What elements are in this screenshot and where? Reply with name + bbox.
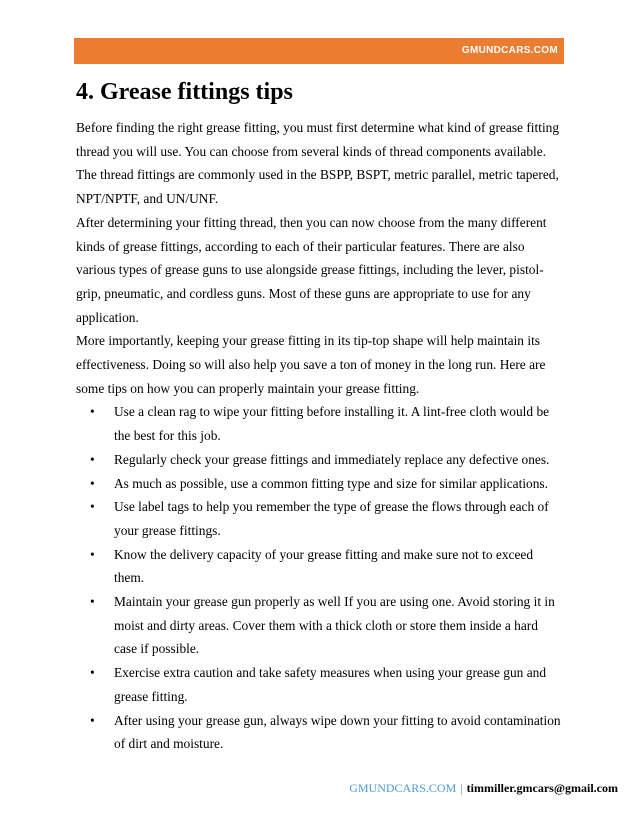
list-item — [76, 709, 566, 756]
tips-list — [76, 400, 566, 756]
bullet-icon: • — [90, 665, 95, 681]
list-item — [76, 448, 566, 472]
list-item — [76, 661, 566, 708]
list-item — [76, 472, 566, 496]
tip-text: Use label tags to help you remember the type of grease the flows through each of your grease fittings. — [114, 499, 549, 538]
paragraph-maintenance: More importantly, keeping your grease fitting in its tip-top shape will help maintain its effectiveness. Doing so will also help you save a ton of money in the long run. Here are some tips on how you can properly maintain your grease fitting. — [76, 333, 546, 396]
header-bar — [74, 38, 564, 64]
footer-separator: | — [460, 781, 463, 795]
page-title: 4. Grease fittings tips — [76, 79, 293, 105]
page-footer — [349, 780, 618, 796]
bullet-icon: • — [90, 499, 95, 515]
tip-text: Regularly check your grease fittings and immediately replace any defective ones. — [114, 451, 550, 467]
tip-text: Know the delivery capacity of your grease fitting and make sure not to exceed them. — [114, 546, 534, 586]
list-item — [76, 495, 566, 542]
list-item — [76, 543, 566, 590]
paragraph-thread: Before finding the right grease fitting, you must first determine what kind of grease fitting thread you will use. You can choose from several kinds of thread components available. The thread fittings are commonly used in the BSPP, BSPT, metric parallel, metric tapered, NPT/NPTF, and UN/UNF. — [76, 120, 560, 207]
bullet-icon: • — [90, 451, 95, 467]
tip-text: After using your grease gun, always wipe down your fitting to avoid contamination of dirt and moisture. — [114, 712, 561, 752]
bullet-icon: • — [90, 594, 95, 610]
bullet-icon: • — [90, 475, 95, 491]
list-item — [76, 590, 566, 661]
footer-brand: GMUNDCARS.COM — [349, 781, 457, 795]
bullet-icon: • — [90, 404, 95, 420]
article-body — [76, 116, 566, 756]
footer-email[interactable]: timmiller.gmcars@gmail.com — [466, 781, 618, 795]
bullet-icon: • — [90, 546, 95, 562]
paragraph-fittings: After determining your fitting thread, then you can now choose from the many different kinds of grease fittings, according to each of their particular features. There are also various types of grease guns to use alongside grease fittings, including the lever, pistol-grip, pneumatic, and cordless guns. Most of these guns are appropriate to use for any application. — [76, 214, 547, 325]
tip-text: Maintain your grease gun properly as well If you are using one. Avoid storing it in moist and dirty areas. Cover them with a thick cloth or store them inside a hard case if possible. — [114, 594, 555, 657]
list-item — [76, 400, 566, 447]
header-brand: GMUNDCARS.COM — [461, 45, 558, 56]
bullet-icon: • — [90, 712, 95, 728]
tip-text: Use a clean rag to wipe your fitting before installing it. A lint-free cloth would be the best for this job. — [114, 404, 550, 444]
tip-text: Exercise extra caution and take safety measures when using your grease gun and grease fitting. — [114, 665, 547, 704]
tip-text: As much as possible, use a common fitting type and size for similar applications. — [114, 475, 548, 491]
